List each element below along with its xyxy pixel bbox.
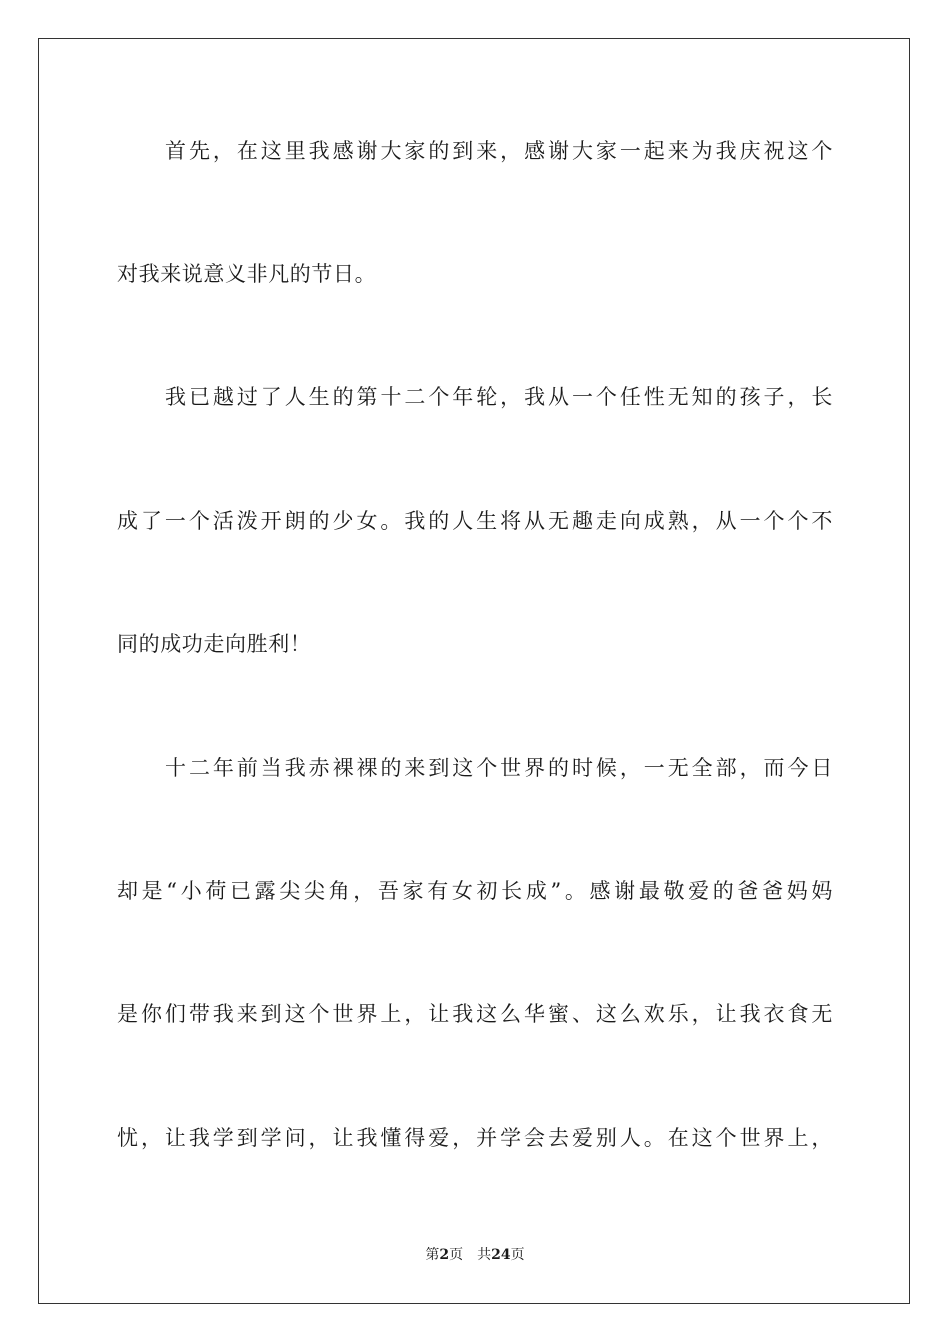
page-number: 2 xyxy=(439,1247,450,1263)
paragraph-1-line-1: 首先，在这里我感谢大家的到来，感谢大家一起来为我庆祝这个 xyxy=(165,139,833,163)
page-suffix: 页 xyxy=(449,1247,464,1263)
paragraph-3-line-2: 却是“小荷已露尖尖角，吾家有女初长成”。感谢最敬爱的爸爸妈妈 xyxy=(117,879,833,903)
paragraph-2-line-1: 我已越过了人生的第十二个年轮，我从一个任性无知的孩子，长 xyxy=(165,385,833,409)
paragraph-2-line-2: 成了一个活泼开朗的少女。我的人生将从无趣走向成熟，从一个个不 xyxy=(117,509,833,533)
page-footer xyxy=(0,1246,950,1264)
page-frame xyxy=(38,38,910,1304)
paragraph-3-line-1: 十二年前当我赤裸裸的来到这个世界的时候，一无全部，而今日 xyxy=(165,756,833,780)
page-prefix: 第 xyxy=(425,1247,440,1263)
paragraph-3-line-3: 是你们带我来到这个世界上，让我这么华蜜、这么欢乐，让我衣食无 xyxy=(117,1002,833,1026)
paragraph-3-line-4: 忧，让我学到学问，让我懂得爱，并学会去爱别人。在这个世界上， xyxy=(117,1126,833,1150)
paragraph-2-line-3: 同的成功走向胜利！ xyxy=(117,632,312,656)
total-pages: 24 xyxy=(491,1247,511,1263)
paragraph-1-line-2: 对我来说意义非凡的节日。 xyxy=(117,262,377,286)
total-prefix: 共 xyxy=(477,1247,492,1263)
total-suffix: 页 xyxy=(510,1247,525,1263)
